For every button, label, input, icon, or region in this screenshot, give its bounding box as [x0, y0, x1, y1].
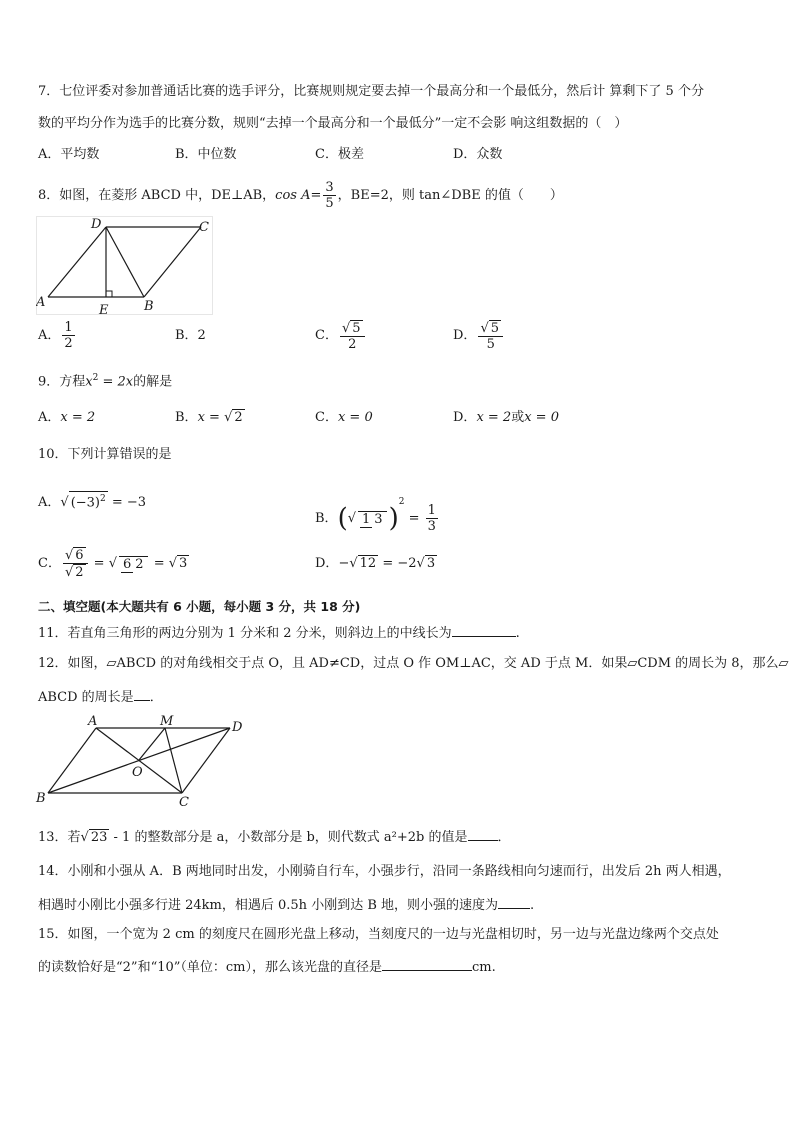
q13-stem: [38, 826, 511, 848]
q10-option-b-exp: 2: [398, 497, 405, 507]
q8-segment-db: [106, 227, 144, 297]
q9-option-c-math: x = 0: [337, 410, 373, 425]
q8-segment-cb: [144, 227, 201, 297]
q9-stem-prefix: 9．方程: [38, 374, 86, 390]
q10-option-c-eq: =: [89, 556, 109, 571]
q9-option-d-letter: D．: [453, 410, 477, 425]
q14-stem-line1: 14．小刚和小强从 A．B 两地同时出发，小刚骑自行车，小强步行，沿同一条路线相向匀速而行，出发后 2h 两人相遇，: [38, 864, 731, 879]
q8-label-b: B: [144, 299, 154, 314]
q10-option-b-num: 1: [362, 511, 371, 527]
q12-segment-cd: [182, 728, 230, 793]
q8-option-a: [38, 318, 77, 354]
q9-stem: [38, 368, 172, 392]
q14-line2-text: 相遇时小刚比小强多行进 24km，相遇后 0.5h 小刚到达 B 地，则小强的速度为: [38, 898, 499, 913]
q10-option-c-sqrt-icon-1: √: [64, 548, 74, 563]
q10-option-a-base: (−3): [70, 495, 100, 510]
q11-stem: [38, 622, 520, 644]
q7-stem-line2: 数的平均分作为选手的比赛分数，规则“去掉一个最高分和一个最低分”一定不会影 响这组数据的（ ）: [38, 116, 628, 131]
q12-segment-ab: [48, 728, 96, 793]
q10-option-d: [315, 554, 437, 574]
q13-answer-blank[interactable]: [468, 826, 498, 841]
q8-option-a-fraction: [62, 320, 74, 351]
q12-label-m: M: [160, 714, 174, 729]
q10-option-b-rden: 3: [427, 519, 436, 534]
q10-stem: 10．下列计算错误的是: [38, 447, 172, 462]
q11-text: 11．若直角三角形的两边分别为 1 分米和 2 分米，则斜边上的中线长为: [38, 626, 452, 641]
q9-eq-exp: 2: [92, 373, 99, 383]
q13-middle: - 1 的整数部分是 a，小数部分是 b，则代数式 a²+2b 的值是: [109, 830, 468, 845]
q10-option-c-fraction2: [119, 556, 148, 572]
q13-radicand: 23: [90, 830, 108, 845]
q8-option-d: [453, 318, 505, 354]
q9-option-b-letter: B．: [175, 410, 198, 425]
q8-segment-ad: [48, 227, 106, 297]
q14-answer-blank[interactable]: [498, 894, 530, 909]
q10-option-d-letter: D．: [315, 556, 339, 571]
q10-option-c-n1: 6: [75, 548, 84, 563]
q9-option-a-math: x = 2: [60, 410, 96, 425]
q8-label-a: A: [36, 295, 46, 310]
q9-eq-rhs: = 2x: [98, 374, 134, 390]
q13-sqrt-icon: √: [80, 830, 89, 845]
q10-option-c-sqrt-icon-4: √: [168, 556, 178, 571]
q8-stem-prefix: 8．如图，在菱形 ABCD 中，DE⊥AB，: [38, 188, 276, 203]
q8-option-a-letter: A．: [38, 328, 61, 343]
q8-option-c-radicand: 5: [352, 320, 361, 336]
q8-stem-suffix: ，BE=2，则 tan∠DBE 的值（ ）: [337, 188, 563, 203]
q9-option-d-or: 或: [511, 410, 525, 425]
q8-option-c-letter: C．: [315, 328, 338, 343]
q8-option-d-letter: D．: [453, 328, 477, 343]
q8-option-d-fraction: [478, 320, 503, 352]
q9-option-b-radicand: 2: [234, 410, 243, 425]
q12-label-c: C: [179, 795, 189, 808]
q10-option-b-rparen: ): [388, 503, 399, 534]
q7-stem-line1: 7．七位评委对参加普通话比赛的选手评分，比赛规则规定要去掉一个最高分和一个最低分，然后计 算剩下了 5 个分: [38, 84, 704, 99]
q12-segment-mc: [165, 728, 182, 793]
q9-option-b: [175, 408, 245, 428]
q8-cos-fraction: [323, 180, 335, 211]
q10-option-c-eq2: =: [149, 556, 169, 571]
q11-answer-blank[interactable]: [452, 622, 516, 637]
q12-label-a: A: [88, 714, 98, 729]
q12-label-b: B: [36, 791, 46, 806]
q9-option-b-math: x =: [197, 410, 225, 425]
q8-option-c-fraction: [340, 320, 365, 352]
q10-option-b: [315, 476, 440, 545]
q10-option-c-sqrt-icon-3: √: [108, 556, 117, 571]
q10-option-c-radicand: 3: [179, 556, 188, 571]
q12-diagonal-bd: [48, 728, 230, 793]
q10-option-b-inner-fraction: [358, 511, 387, 527]
q13-prefix: 13．若: [38, 830, 81, 845]
q15-line2-text: 的读数恰好是“2”和“10”（单位：cm），那么该光盘的直径是: [38, 960, 383, 975]
q7-option-c: C．极差: [315, 147, 364, 162]
q8-right-angle-mark: [106, 291, 112, 297]
q10-option-b-letter: B．: [315, 511, 338, 526]
q15-answer-blank[interactable]: [382, 956, 472, 971]
q8-option-c-sqrt-icon: √: [341, 320, 351, 336]
section-2-heading: 二、填空题(本大题共有 6 小题，每小题 3 分，共 18 分): [38, 599, 361, 614]
q8-option-d-radicand: 5: [490, 320, 500, 336]
q12-line2-text: ABCD 的周长是: [38, 690, 134, 705]
q9-option-a: [38, 408, 95, 428]
q10-option-d-rad1: 12: [359, 556, 377, 571]
q10-option-c: [38, 544, 189, 584]
q7-option-b: B．中位数: [175, 147, 237, 162]
q14-end: .: [530, 898, 535, 913]
q8-cos-num: 3: [325, 180, 334, 195]
q8-label-e: E: [99, 303, 109, 316]
q10-option-a-radicand: [69, 491, 108, 510]
q8-cos-label: cos A=: [275, 188, 322, 203]
q10-option-b-eq: =: [404, 511, 424, 526]
q12-stem-line1: 12．如图，▱ABCD 的对角线相交于点 O，且 AD≠CD，过点 O 作 OM⊥AC，交 AD 于点 M．如果▱CDM 的周长为 8，那么▱: [38, 656, 789, 671]
q10-option-c-fraction1: [63, 547, 88, 580]
q9-option-b-sqrt-icon: √: [224, 410, 233, 425]
q8-figure-frame: [37, 217, 213, 315]
q10-option-d-sqrt-icon-2: √: [416, 556, 425, 571]
q12-label-d: D: [232, 720, 243, 735]
q10-option-b-sqrt-icon: √: [347, 511, 357, 526]
q8-option-c-den: 2: [348, 336, 357, 352]
q12-parallelogram-figure: [34, 714, 250, 808]
q10-option-c-n2: 6: [123, 556, 132, 572]
q10-option-b-rnum: 1: [427, 503, 436, 518]
q10-option-c-sqrt-icon-2: √: [64, 565, 74, 580]
q10-option-a-exp: 2: [100, 493, 106, 504]
q10-option-a-letter: A．: [38, 495, 61, 510]
q8-option-c: [315, 318, 367, 354]
q8-cos-den: 5: [325, 196, 334, 211]
q15-stem-line1: 15．如图，一个宽为 2 cm 的刻度尺在圆形光盘上移动，当刻度尺的一边与光盘相切时，另一边与光盘边缘两个交点处: [38, 927, 719, 942]
q9-option-d-math2: x = 0: [524, 410, 559, 425]
q15-end: cm.: [472, 960, 496, 975]
q10-option-d-pre: −: [338, 556, 350, 571]
q12-stem-line2: [38, 686, 163, 708]
q10-option-d-eq: = −2: [378, 556, 417, 571]
q8-label-c: C: [199, 220, 209, 235]
q7-option-a: A．平均数: [38, 147, 100, 162]
q10-option-c-d1: 2: [75, 565, 84, 580]
q9-option-d-math1: x = 2: [476, 410, 512, 425]
q10-option-c-den1: [63, 564, 88, 580]
q8-option-a-den: 2: [64, 336, 73, 351]
q8-option-d-den: 5: [486, 336, 495, 352]
q10-option-d-rad2: 3: [426, 556, 436, 571]
q10-option-b-result-fraction: [426, 503, 438, 534]
q15-stem-line2: [38, 956, 496, 978]
q9-option-a-letter: A．: [38, 410, 61, 425]
q10-option-c-d2: 2: [135, 556, 144, 572]
q8-option-c-num: [340, 320, 365, 337]
q8-option-d-num: [478, 320, 503, 337]
q8-label-d: D: [91, 217, 102, 232]
q9-option-d: [453, 408, 559, 428]
q8-option-b: B．2: [175, 328, 206, 343]
q10-option-c-letter: C．: [38, 556, 61, 571]
q12-end: ．: [149, 690, 163, 705]
q9-eq-lhs: x: [85, 374, 93, 390]
q12-segment-om: [139, 728, 165, 760]
q8-rhombus-figure: [36, 216, 214, 316]
q10-option-a-rhs: = −3: [107, 495, 147, 510]
q10-option-b-lparen: (: [337, 503, 348, 534]
q13-end: ．: [497, 830, 511, 845]
q8-option-d-sqrt-icon: √: [480, 320, 489, 336]
q12-label-o: O: [132, 765, 143, 780]
q10-option-a: [38, 488, 146, 518]
q10-option-d-sqrt-icon-1: √: [349, 556, 358, 571]
q8-stem: [38, 180, 563, 211]
q12-answer-blank[interactable]: [134, 686, 150, 701]
q10-option-a-sqrt-icon: √: [60, 495, 69, 510]
q7-option-d: D．众数: [453, 147, 503, 162]
q10-option-b-den: 3: [374, 511, 383, 527]
q9-stem-suffix: 的解是: [133, 374, 173, 390]
q8-option-a-num: 1: [64, 320, 73, 335]
q11-end: .: [515, 626, 520, 641]
q10-option-c-num1: [63, 547, 88, 564]
q9-option-c: [315, 408, 373, 428]
q14-stem-line2: [38, 894, 534, 916]
q9-option-c-letter: C．: [315, 410, 338, 425]
